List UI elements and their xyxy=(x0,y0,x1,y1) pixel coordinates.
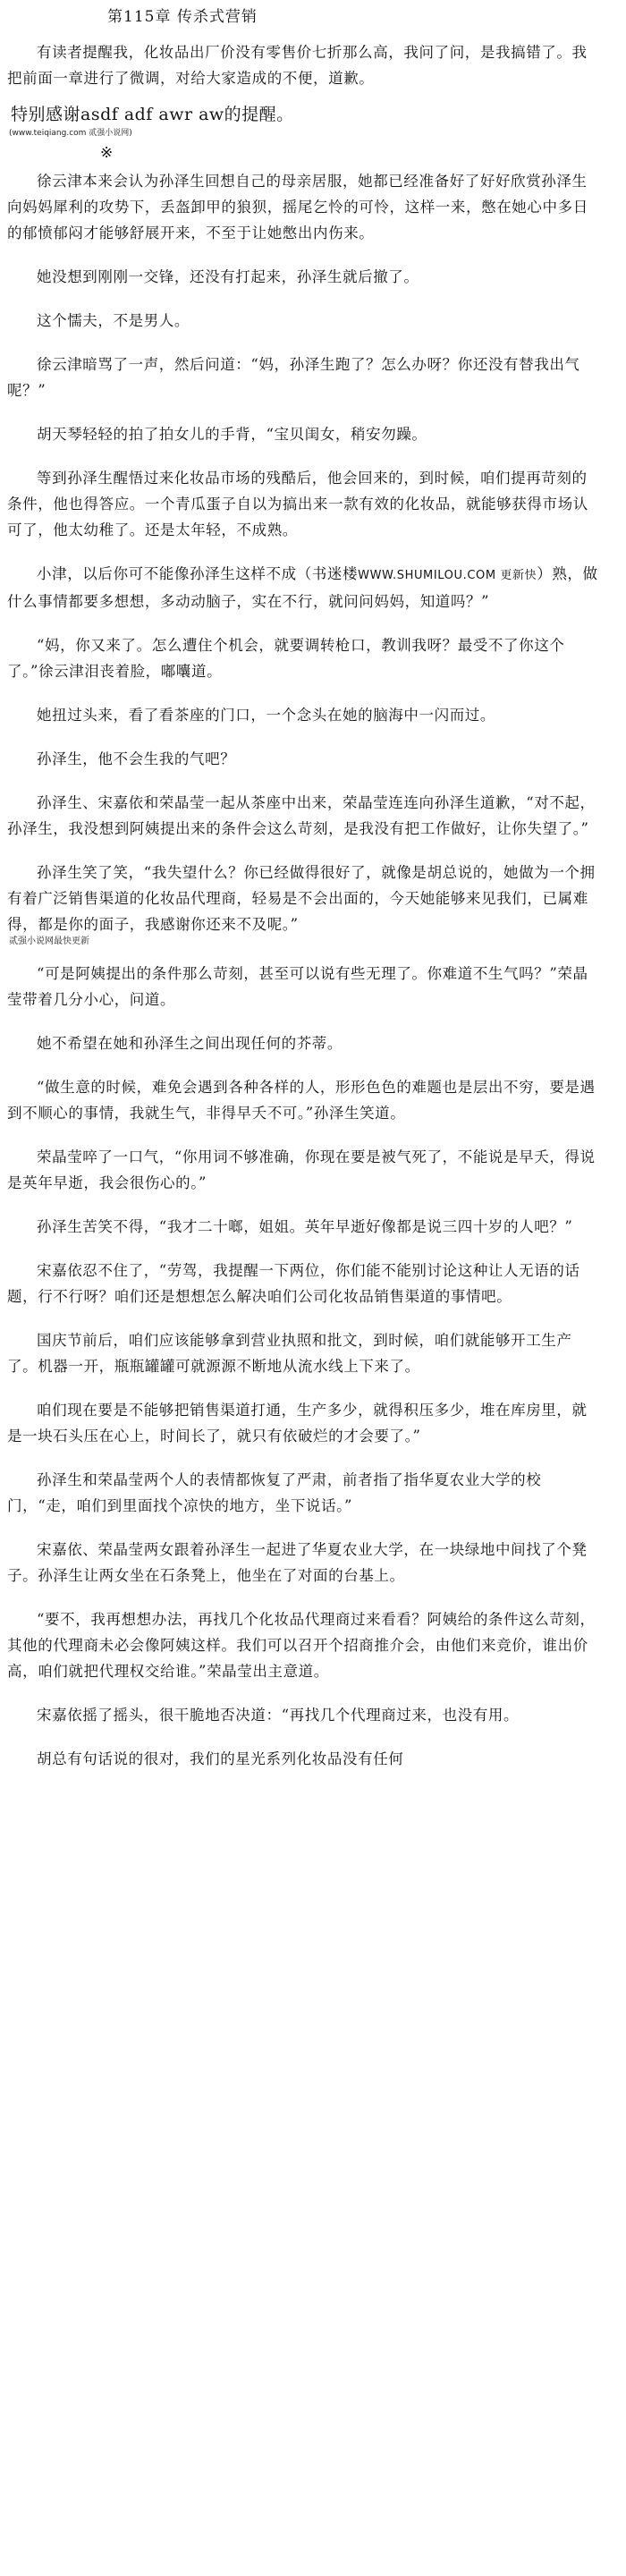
paragraph-with-ad xyxy=(7,561,599,614)
inline-ad-link[interactable]: WWW.SHUMILOU.COM 更新快 xyxy=(358,569,537,582)
paragraph: 荣晶莹啐了一口气，“你用词不够准确，你现在要是被气死了，不能说是早夭，得说是英年早逝，我会很伤心的。” xyxy=(7,1148,596,1191)
paragraph-text: 小津，以后你可不能像孙泽生这样不成（书迷楼 xyxy=(37,565,359,582)
section-separator: ※ xyxy=(100,144,114,162)
paragraph: 宋嘉依、荣晶莹两女跟着孙泽生一起进了华夏农业大学，在一块绿地中间找了个凳子。孙泽生让两女坐在石条凳上，他坐在了对面的台基上。 xyxy=(7,1541,588,1584)
watermark-text: 贰强小说网最快更新 xyxy=(9,936,89,946)
paragraph: “妈，你又来了。怎么遭住个机会，就要调转枪口，教训我呀？最受不了你这个了。”徐云津泪丧着脸，嘟囔道。 xyxy=(7,637,565,680)
site-credit: (www.teiqiang.com 贰强小说网) xyxy=(9,129,132,138)
paragraph: 孙泽生，他不会生我的气吧？ xyxy=(37,750,236,767)
author-note: 有读者提醒我，化妆品出厂价没有零售价七折那么高，我问了问，是我搞错了。我把前面一章进行了微调，对给大家造成的不便，道歉。 xyxy=(7,44,588,87)
paragraph: 国庆节前后，咱们应该能够拿到营业执照和批文，到时候，咱们就能够开工生产了。机器一开，瓶瓶罐罐可就源源不断地从流水线上下来了。 xyxy=(7,1332,572,1375)
paragraph: 徐云津本来会认为孙泽生回想自己的母亲居服，她都已经准备好了好好欣赏孙泽生向妈妈犀利的攻势下，丢盔卸甲的狼狈，摇尾乞怜的可怜，这样一来，憋在她心中多日的郁愤郁闷才能够舒展开来，不至于让她憋出内伤来。 xyxy=(7,173,588,242)
paragraph-text: ）熟，做什么事情都要多想想，多动动脑子，实在不行，就问问妈妈，知道吗？” xyxy=(7,565,598,610)
paragraph: 胡总有句话说的很对，我们的星光系列化妆品没有任何 xyxy=(37,1750,404,1767)
paragraph: 宋嘉依摇了摇头，很干脆地否决道：“再找几个代理商过来，也没有用。 xyxy=(37,1707,520,1724)
paragraph: 她扭过头来，看了看茶座的门口，一个念头在她的脑海中一闪而过。 xyxy=(37,707,495,724)
paragraph: 孙泽生笑了笑，“我失望什么？你已经做得很好了，就像是胡总说的，她做为一个拥有着广泛销售渠道的化妆品代理商，轻易是不会出面的，今天她能够来见我们，已属难得，都是你的面子，我感谢你还来不及呢。” xyxy=(7,864,596,933)
paragraph: 孙泽生和荣晶莹两个人的表情都恢复了严肃，前者指了指华夏农业大学的校门，“走，咱们到里面找个凉快的地方，坐下说话。” xyxy=(7,1471,542,1514)
paragraph: 胡天琴轻轻的拍了拍女儿的手背，“宝贝闺女，稍安勿躁。 xyxy=(37,426,427,443)
paragraph: 咱们现在要是不能够把销售渠道打通，生产多少，就得积压多少，堆在库房里，就是一块石头压在心上，时间长了，就只有依破烂的才会要了。” xyxy=(7,1402,588,1445)
paragraph: 她没想到刚刚一交锋，还没有打起来，孙泽生就后撤了。 xyxy=(37,268,419,285)
paragraph: “要不，我再想想办法，再找几个化妆品代理商过来看看？阿姨给的条件这么苛刻，其他的代理商未必会像阿姨这样。我们可以召开个招商推介会，由他们来竞价，谁出价高，咱们就把代理权交给谁。”荣晶莹出主意道。 xyxy=(7,1611,596,1680)
thanks-notice: 特别感谢asdf adf awr aw的提醒。 xyxy=(11,105,294,124)
paragraph: “可是阿姨提出的条件那么苛刻，甚至可以说有些无理了。你难道不生气吗？”荣晶莹带着几分小心，问道。 xyxy=(7,965,588,1008)
paragraph: “做生意的时候，难免会遇到各种各样的人，形形色色的难题也是层出不穷，要是遇到不顺心的事情，我就生气，非得早夭不可。”孙泽生笑道。 xyxy=(7,1079,596,1122)
paragraph: 孙泽生、宋嘉依和荣晶莹一起从茶座中出来，荣晶莹连连向孙泽生道歉，“对不起，孙泽生，我没想到阿姨提出来的条件会这么苛刻，是我没有把工作做好，让你失望了。” xyxy=(7,794,596,837)
chapter-title: 第115章 传杀式营销 xyxy=(107,8,258,26)
paragraph: 宋嘉依忍不住了，“劳驾，我提醒一下两位，你们能不能别讨论这种让人无语的话题，行不行呀？咱们还是想想怎么解决咱们公司化妆品销售渠道的事情吧。 xyxy=(7,1262,580,1305)
paragraph: 等到孙泽生醒悟过来化妆品市场的残酷后，他会回来的，到时候，咱们提再苛刻的条件，他也得答应。一个青瓜蛋子自以为搞出来一款有效的化妆品，就能够获得市场认可了，他太幼稚了。还是太年轻，不成熟。 xyxy=(7,470,588,538)
paragraph: 这个懦夫，不是男人。 xyxy=(37,312,190,329)
paragraph: 徐云津暗骂了一声，然后问道：“妈，孙泽生跑了？怎么办呀？你还没有替我出气呢？” xyxy=(7,356,580,399)
paragraph: 她不希望在她和孙泽生之间出现任何的芥蒂。 xyxy=(37,1035,343,1052)
paragraph: 孙泽生苦笑不得，“我才二十啷，姐姐。英年早逝好像都是说三四十岁的人吧？” xyxy=(37,1218,573,1235)
